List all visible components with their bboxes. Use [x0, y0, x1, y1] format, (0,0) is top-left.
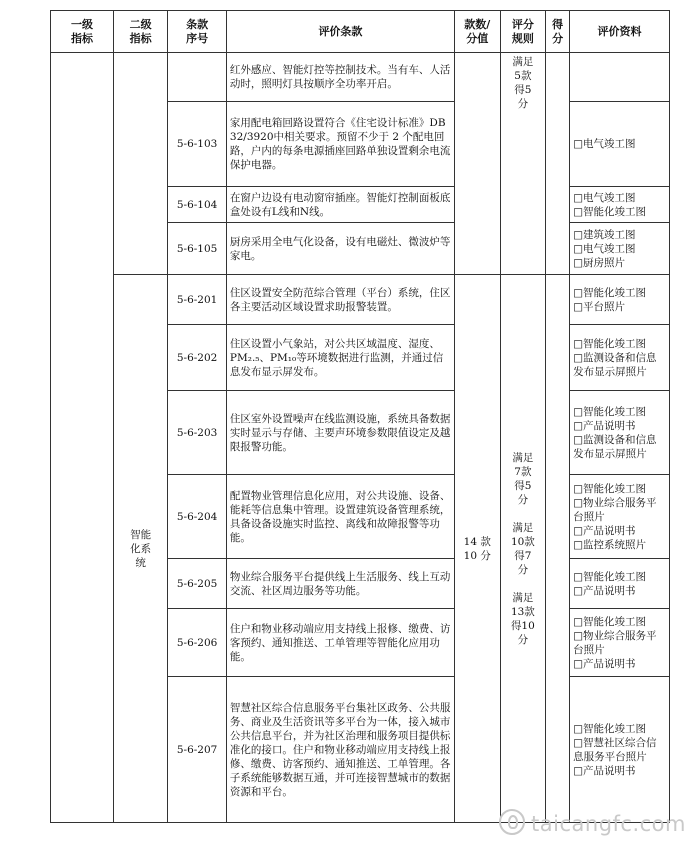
evidence-item: □物业综合服务平台照片 [573, 629, 657, 656]
clause-id: 5-6-201 [168, 275, 227, 325]
clause-text: 智慧社区综合信息服务平台集社区政务、公共服务、商业及生活资讯等多平台为一体，接入城市公共信息平台，并为社区治理和服务项目提供标准化的接口。住户和物业移动端应用支持线上报修、缴费、访客预约、通知推送、工单管理。各子系统能够数据互通，并可连接智慧城市的数据资源和平台。 [226, 677, 454, 823]
evidence-cell [570, 53, 670, 102]
watermark [499, 809, 686, 836]
table-row [51, 275, 670, 325]
evidence-cell [570, 325, 670, 391]
evidence-cell [570, 677, 670, 823]
evidence-item: □智能化竣工图 [573, 205, 646, 218]
table-row [51, 53, 670, 102]
level2-cell [113, 53, 167, 275]
clause-id [168, 53, 227, 102]
evidence-cell [570, 275, 670, 325]
clause-text: 家用配电箱回路设置符合《住宅设计标准》DB 32/3920中相关要求。预留不少于 2 个配电回路，户内的每条电源插座回路单独设置剩余电流保护电器。 [226, 102, 454, 187]
evidence-item: □智能化竣工图 [573, 337, 646, 350]
evidence-cell [570, 102, 670, 187]
evidence-item: □平台照片 [573, 300, 625, 313]
clause-text: 住区设置小气象站，对公共区域温度、湿度、PM₂.₅、PM₁₀等环境数据进行监测，并通过信息发布显示屏发布。 [226, 325, 454, 391]
evidence-item: □智能化竣工图 [573, 722, 646, 735]
score-cell [546, 53, 570, 275]
count-cell: 14 款 10 分 [454, 275, 500, 823]
evidence-cell [570, 223, 670, 275]
clause-text: 在窗户边设有电动窗帘插座。智能灯控制面板底盒处设有L线和N线。 [226, 187, 454, 223]
header-rule: 评分 规则 [500, 11, 546, 53]
clause-id: 5-6-103 [168, 102, 227, 187]
header-clause: 评价条款 [226, 11, 454, 53]
header-row [51, 11, 670, 53]
header-count: 款数/ 分值 [454, 11, 500, 53]
evidence-cell [570, 391, 670, 475]
header-score: 得 分 [546, 11, 570, 53]
clause-id: 5-6-205 [168, 559, 227, 609]
evidence-item: □电气竣工图 [573, 138, 636, 150]
evidence-item: □产品说明书 [573, 584, 636, 597]
watermark-text: taicangfc.com [531, 812, 686, 836]
evidence-item: □电气竣工图 [573, 242, 636, 255]
clause-id: 5-6-206 [168, 609, 227, 677]
evidence-item: □智能化竣工图 [573, 615, 646, 628]
evidence-item: □智能化竣工图 [573, 482, 646, 495]
clause-id: 5-6-104 [168, 187, 227, 223]
evidence-item: □监控系统照片 [573, 538, 646, 551]
evidence-item: □产品说明书 [573, 419, 636, 432]
evidence-cell [570, 187, 670, 223]
clause-id: 5-6-202 [168, 325, 227, 391]
evaluation-table [50, 10, 670, 823]
evidence-item: □智能化竣工图 [573, 570, 646, 583]
clause-text: 住户和物业移动端应用支持线上报修、缴费、访客预约、通知推送、工单管理等智能化应用功能。 [226, 609, 454, 677]
count-cell [454, 53, 500, 275]
level2-cell: 智能 化系 统 [113, 275, 167, 823]
level1-cell [51, 53, 114, 823]
evidence-cell [570, 475, 670, 559]
evidence-item: □智能化竣工图 [573, 286, 646, 299]
evidence-cell [570, 609, 670, 677]
clause-text: 配置物业管理信息化应用，对公共设施、设备、能耗等信息集中管理。设置建筑设备管理系统，具备设备设施实时监控、离线和故障报警等功能。 [226, 475, 454, 559]
evidence-item: □建筑竣工图 [573, 228, 636, 241]
clause-text: 住区室外设置噪声在线监测设施，系统具备数据实时显示与存储、主要声环境参数限值设定及越限报警功能。 [226, 391, 454, 475]
evidence-item: □智慧社区综合信息服务平台照片 [573, 736, 657, 763]
clause-text: 物业综合服务平台提供线上生活服务、线上互动交流、社区周边服务等功能。 [226, 559, 454, 609]
header-level1: 一级 指标 [51, 11, 114, 53]
evidence-item: □监测设备和信息发布显示屏照片 [573, 351, 657, 378]
evidence-item: □物业综合服务平台照片 [573, 496, 657, 523]
clause-text: 住区设置安全防范综合管理（平台）系统，住区各主要活动区域设置求助报警装置。 [226, 275, 454, 325]
rule-cell: 满足 7款 得5 分 满足 10款 得7 分 满足 13款 得10 分 [500, 275, 546, 823]
header-evidence: 评价资料 [570, 11, 670, 53]
evidence-item: □电气竣工图 [573, 191, 636, 204]
evidence-item: □产品说明书 [573, 764, 636, 777]
evidence-item: □产品说明书 [573, 524, 636, 537]
evidence-item: □产品说明书 [573, 657, 636, 670]
evidence-item: □厨房照片 [573, 256, 625, 269]
clause-id: 5-6-203 [168, 391, 227, 475]
evidence-item: □智能化竣工图 [573, 405, 646, 418]
clause-id: 5-6-207 [168, 677, 227, 823]
evidence-item: □监测设备和信息发布显示屏照片 [573, 433, 657, 460]
watermark-logo-icon [499, 809, 525, 835]
clause-id: 5-6-204 [168, 475, 227, 559]
clause-id: 5-6-105 [168, 223, 227, 275]
evidence-cell [570, 559, 670, 609]
score-cell [546, 275, 570, 823]
clause-text: 厨房采用全电气化设备，设有电磁灶、微波炉等家电。 [226, 223, 454, 275]
header-clause-no: 条款 序号 [168, 11, 227, 53]
clause-text: 红外感应、智能灯控等控制技术。当有车、人活动时，照明灯具按顺序全功率开启。 [226, 53, 454, 102]
rule-cell: 满足 5款 得5 分 [500, 53, 546, 275]
header-level2: 二级 指标 [113, 11, 167, 53]
